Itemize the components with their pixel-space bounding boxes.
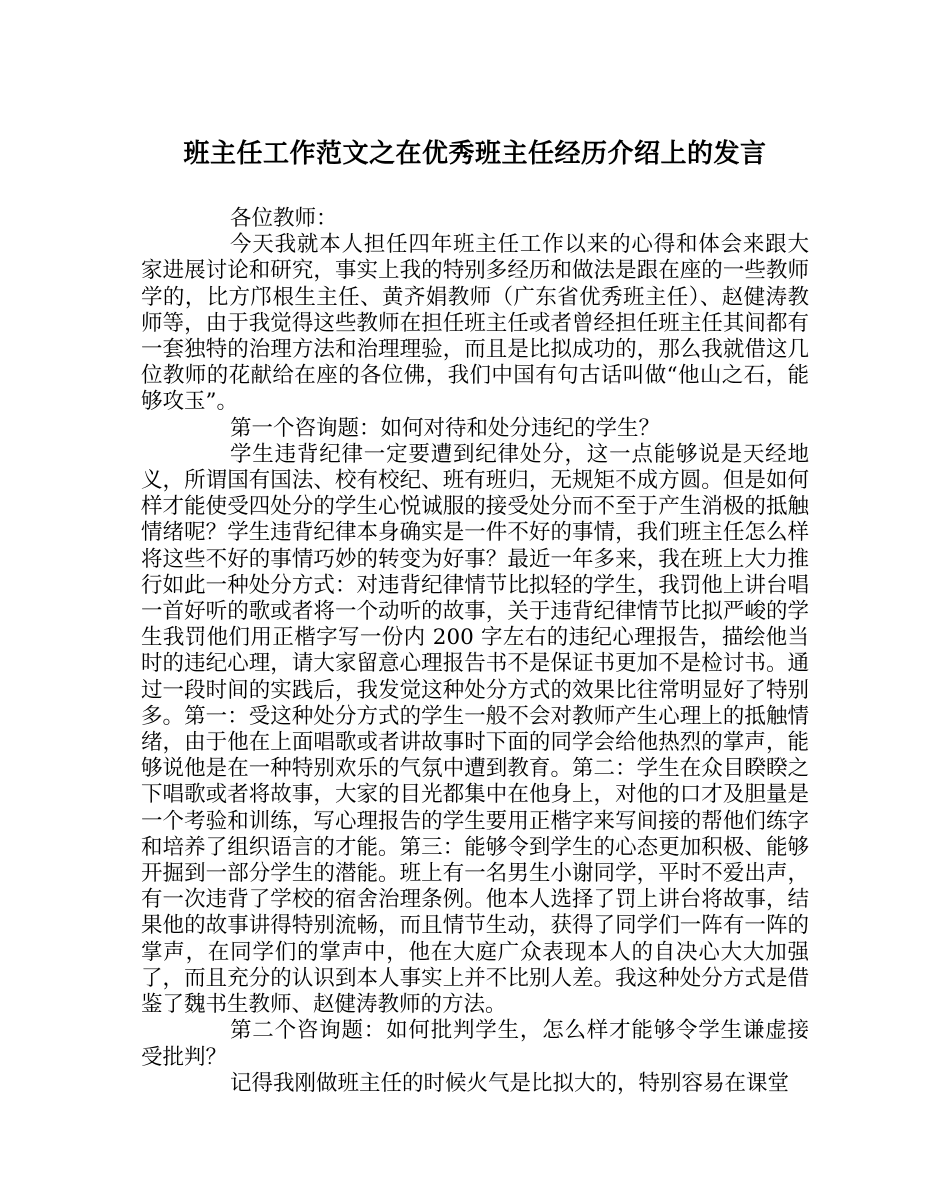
document-body: [141, 206, 809, 1097]
paragraph-introduction: 今天我就本人担任四年班主任工作以来的心得和体会来跟大家进展讨论和研究，事实上我的特别多经历和做法是跟在座的一些教师学的，比方邝根生主任、黄齐娟教师（广东省优秀班主任）、赵健涛教师等，由于我觉得这些教师在担任班主任或者曾经担任班主任其间都有一套独特的治理方法和治理理验，而且是比拟成功的，那么我就借这几位教师的花献给在座的各位佛，我们中国有句古话叫做“他山之石，能够攻玉”。: [141, 232, 809, 415]
paragraph-answer-1: 学生违背纪律一定要遭到纪律处分，这一点能够说是天经地义，所谓国有国法、校有校纪、班有班归，无规矩不成方圆。但是如何样才能使受四处分的学生心悦诚服的接受处分而不至于产生消极的抵触情绪呢？学生违背纪律本身确实是一件不好的事情，我们班主任怎么样将这些不好的事情巧妙的转变为好事？最近一年多来，我在班上大力推行如此一种处分方式：对违背纪律情节比拟轻的学生，我罚他上讲台唱一首好听的歌或者将一个动听的故事，关于违背纪律情节比拟严峻的学生我罚他们用正楷字写一份内 200 字左右的违纪心理报告，描绘他当时的违纪心理，请大家留意心理报告书不是保证书更加不是检讨书。通过一段时间的实践后，我发觉这种处分方式的效果比往常明显好了特别多。第一：受这种处分方式的学生一般不会对教师产生心理上的抵触情绪，由于他在上面唱歌或者讲故事时下面的同学会给他热烈的掌声，能够说他是在一种特别欢乐的气氛中遭到教育。第二：学生在众目睽睽之下唱歌或者将故事，大家的目光都集中在他身上，对他的口才及胆量是一个考验和训练，写心理报告的学生要用正楷字来写间接的帮他们练字和培养了组织语言的才能。第三：能够令到学生的心态更加积极、能够开掘到一部分学生的潜能。班上有一名男生小谢同学，平时不爱出声，有一次违背了学校的宿舍治理条例。他本人选择了罚上讲台将故事，结果他的故事讲得特别流畅，而且情节生动，获得了同学们一阵有一阵的掌声，在同学们的掌声中，他在大庭广众表现本人的自决心大大加强了，而且充分的认识到本人事实上并不比别人差。我这种处分方式是借鉴了魏书生教师、赵健涛教师的方法。: [141, 441, 809, 1018]
document-title: 班主任工作范文之在优秀班主任经历介绍上的发言: [183, 139, 767, 169]
paragraph-question-1: 第一个咨询题：如何对待和处分违纪的学生？: [230, 415, 661, 441]
paragraph-question-2: 第二个咨询题：如何批判学生，怎么样才能够令学生谦虚接受批判？: [141, 1018, 809, 1070]
paragraph-greeting: 各位教师：: [230, 206, 338, 231]
paragraph-answer-2: 记得我刚做班主任的时候火气是比拟大的，特别容易在课堂: [230, 1070, 790, 1096]
